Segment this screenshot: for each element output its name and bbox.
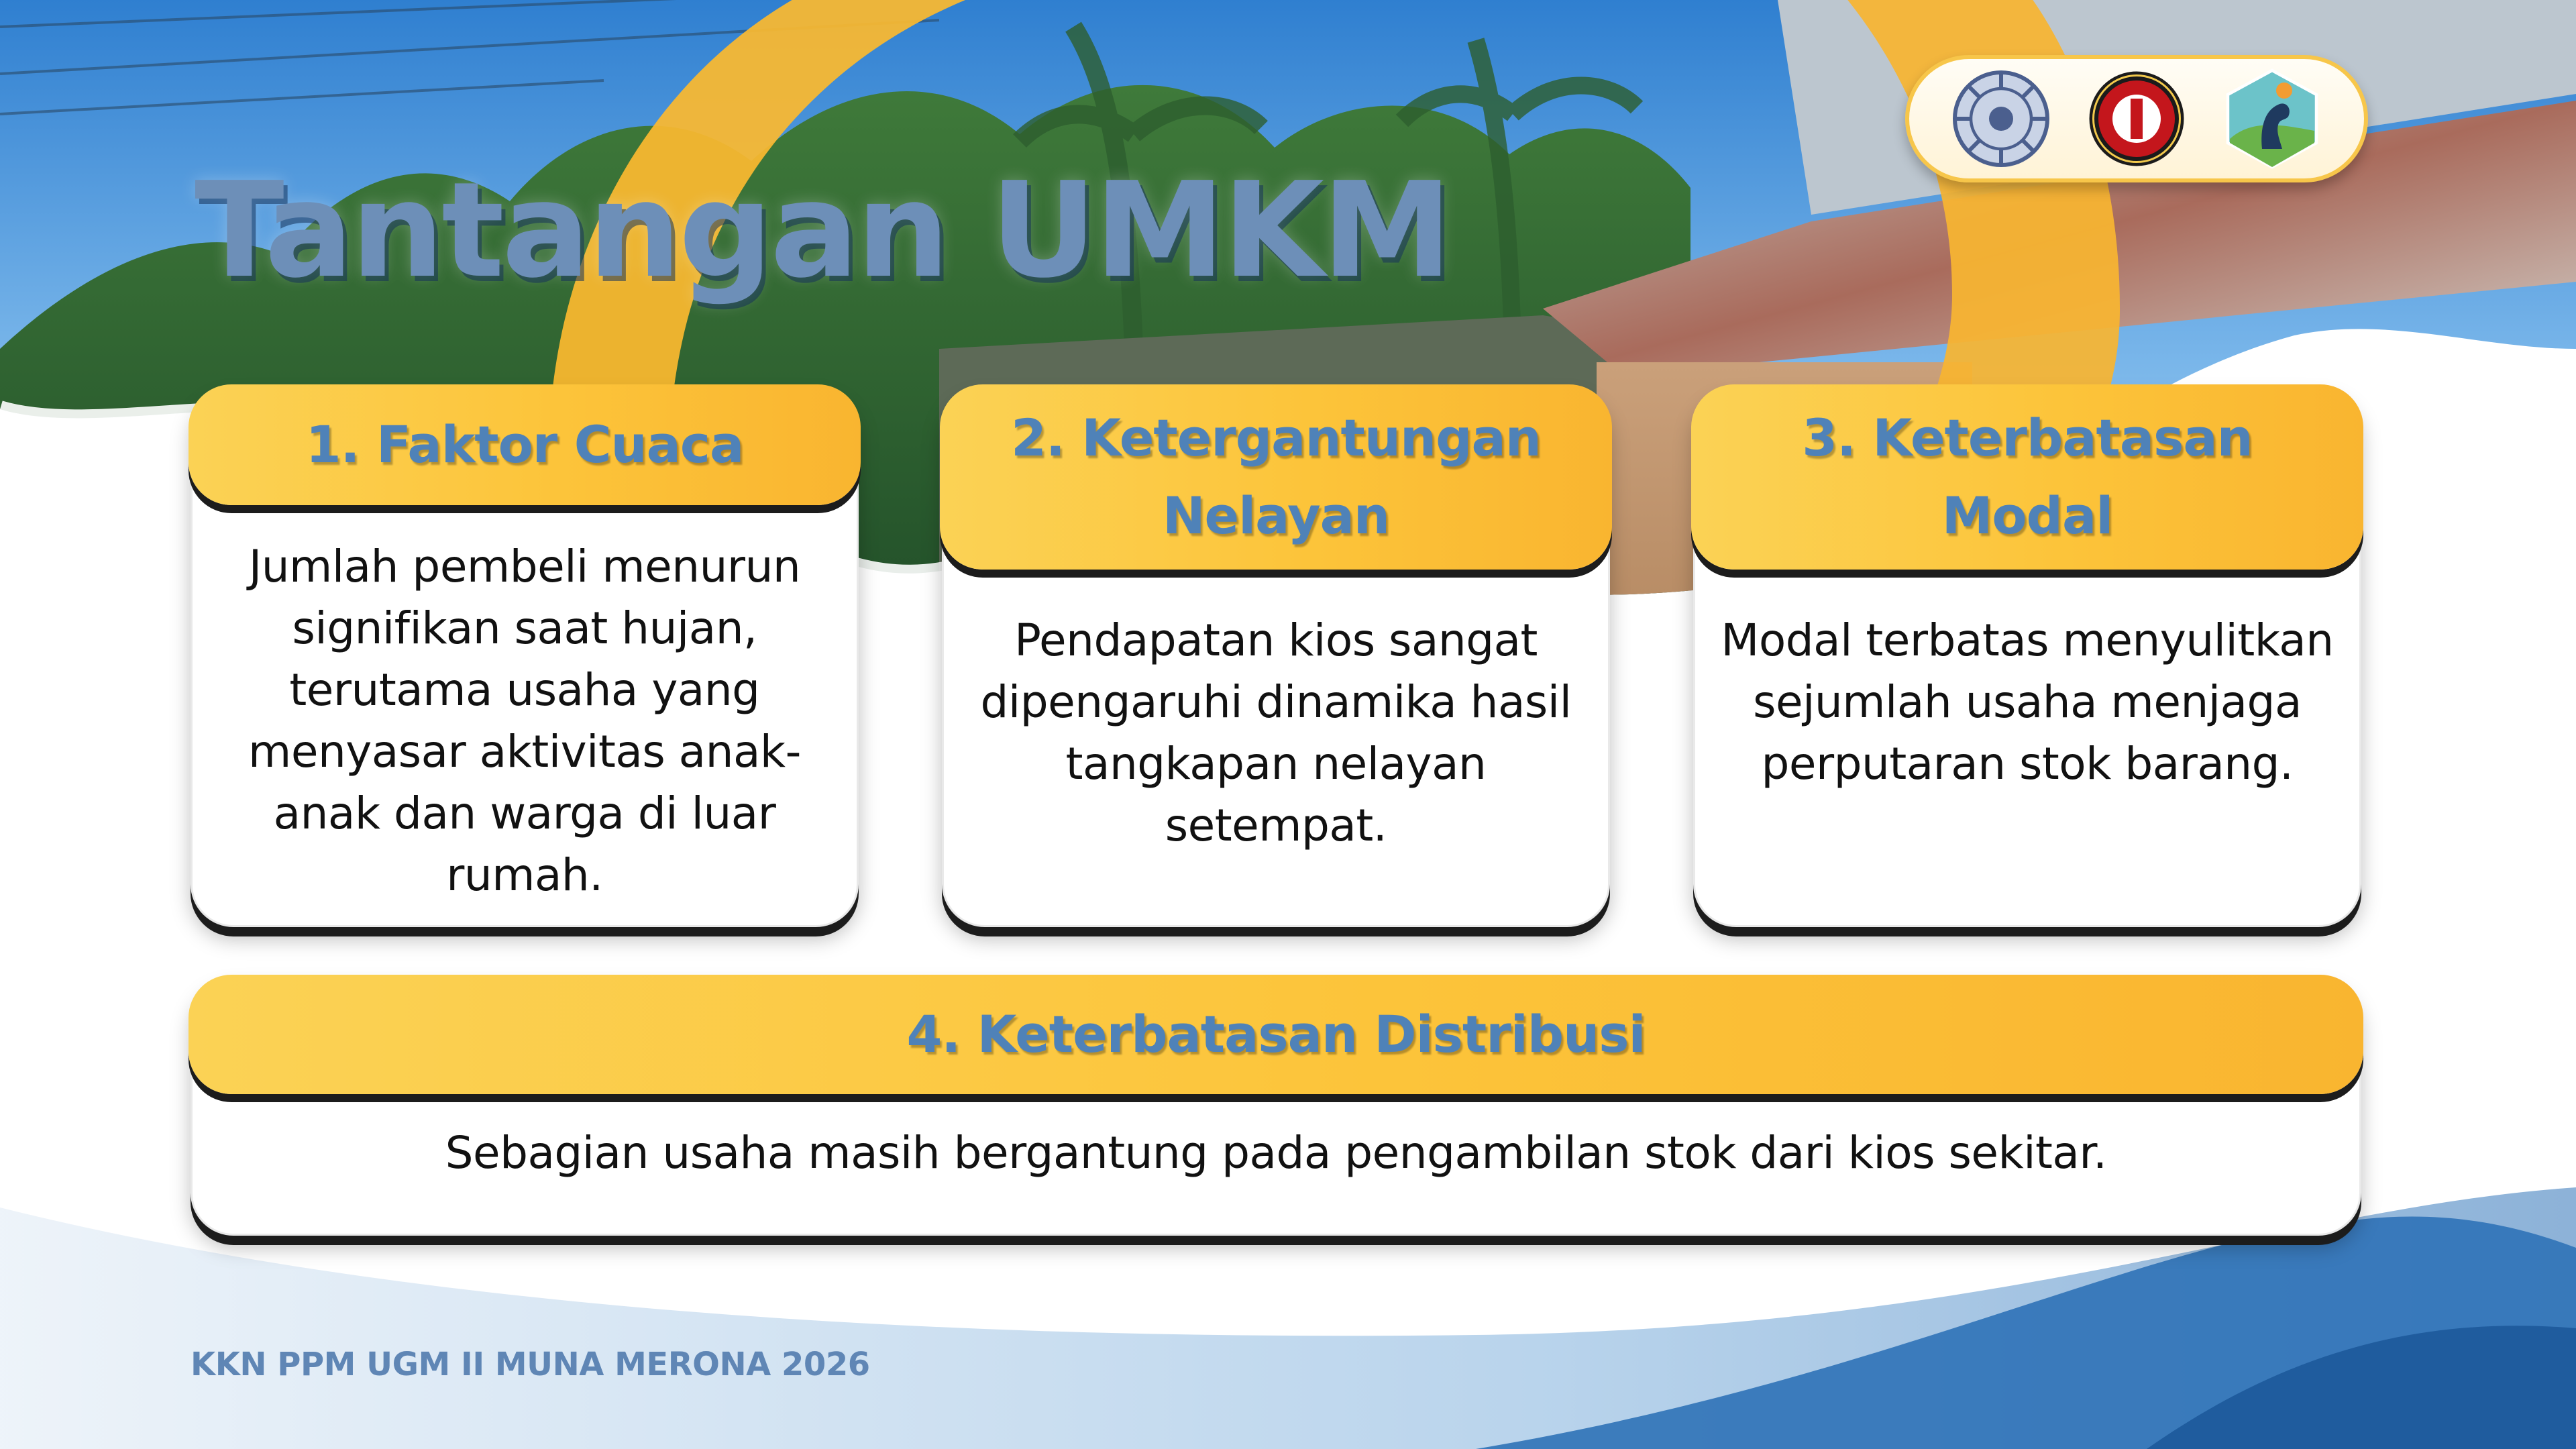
- slide-title: Tantangan UMKM: [195, 154, 1450, 307]
- challenge-card-weather: [191, 386, 859, 927]
- footer-text: KKN PPM UGM II MUNA MERONA 2026: [191, 1346, 870, 1383]
- card-heading: 3. Keterbatasan Modal: [1691, 384, 2363, 570]
- card-body: Pendapatan kios sangat dipengaruhi dinamika hasil tangkapan nelayan setempat.: [980, 614, 1572, 851]
- card-body: Sebagian usaha masih bergantung pada pengambilan stok dari kios sekitar.: [445, 1127, 2107, 1179]
- kkn-ppm-emblem-icon: [2086, 68, 2187, 169]
- logo-bar: [1905, 55, 2368, 182]
- challenge-card-distribution: [191, 977, 2361, 1236]
- challenge-card-capital: [1693, 386, 2361, 927]
- card-heading: 1. Faktor Cuaca: [189, 384, 861, 505]
- university-seal-icon: [1951, 68, 2051, 169]
- card-body: Jumlah pembeli menurun signifikan saat hujan, terutama usaha yang menyasar aktivitas anak-anak dan warga di luar rumah.: [248, 541, 801, 901]
- horse-hills-emblem-icon: [2222, 68, 2322, 169]
- challenge-card-fishermen: [942, 386, 1610, 927]
- card-heading: 4. Keterbatasan Distribusi: [189, 975, 2363, 1094]
- card-heading: 2. Ketergantungan Nelayan: [940, 384, 1612, 570]
- card-body: Modal terbatas menyulitkan sejumlah usaha menjaga perputaran stok barang.: [1721, 614, 2334, 790]
